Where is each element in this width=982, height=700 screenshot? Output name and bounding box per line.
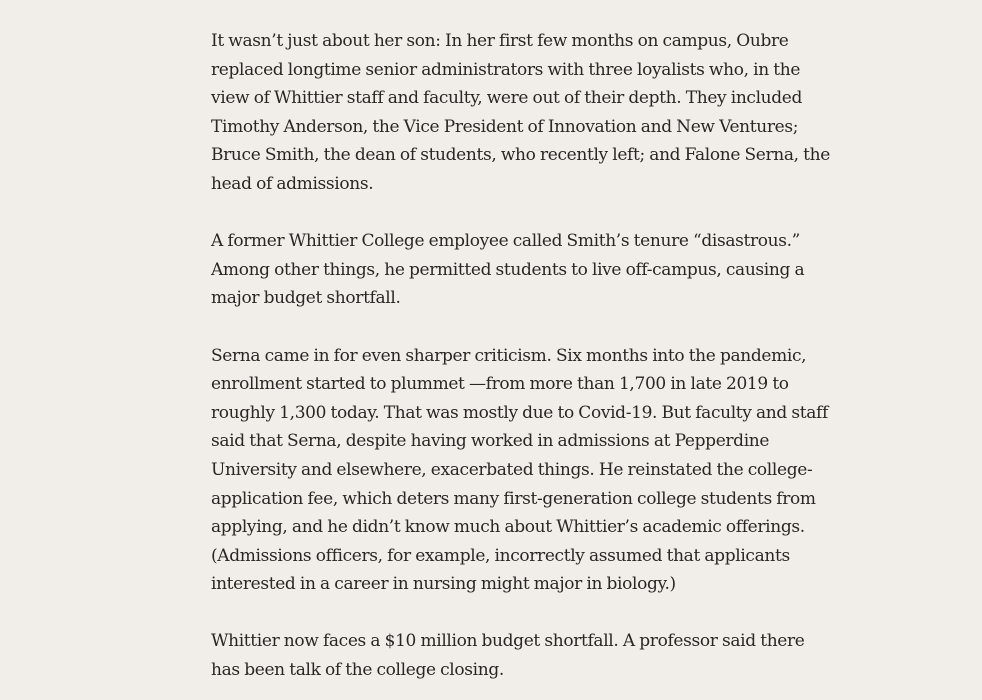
text-line: University and elsewhere, exacerbated things. He reinstated the college- xyxy=(211,459,813,480)
text-line: interested in a career in nursing might major in biology.) xyxy=(211,574,676,595)
text-line: enrollment started to plummet —from more than 1,700 in late 2019 to xyxy=(211,374,789,395)
paragraph-smith-tenure xyxy=(211,227,811,313)
text-line: head of admissions. xyxy=(211,173,374,194)
text-line: It wasn’t just about her son: In her first few months on campus, Oubre xyxy=(211,31,789,51)
text-line: applying, and he didn’t know much about Whittier’s academic offerings. xyxy=(211,517,805,538)
text-line: Whittier now faces a $10 million budget shortfall. A professor said there xyxy=(211,631,805,652)
text-line: A former Whittier College employee called Smith’s tenure “disastrous.” xyxy=(211,231,801,252)
text-line: has been talk of the college closing. xyxy=(211,660,504,681)
text-line: Serna came in for even sharper criticism. Six months into the pandemic, xyxy=(211,345,807,366)
text-line: Among other things, he permitted students to live off-campus, causing a xyxy=(211,259,805,280)
text-line: said that Serna, despite having worked in admissions at Pepperdine xyxy=(211,431,770,452)
text-line: application fee, which deters many first-generation college students from xyxy=(211,488,816,509)
text-line: (Admissions officers, for example, incorrectly assumed that applicants xyxy=(211,545,790,566)
text-line: roughly 1,300 today. That was mostly due to Covid-19. But faculty and staff xyxy=(211,402,828,423)
text-line: replaced longtime senior administrators with three loyalists who, in the xyxy=(211,59,801,80)
text-line: Timothy Anderson, the Vice President of Innovation and New Ventures; xyxy=(211,116,799,137)
text-line: Bruce Smith, the dean of students, who recently left; and Falone Serna, the xyxy=(211,145,830,166)
paragraph-budget-shortfall xyxy=(211,627,811,684)
text-line: major budget shortfall. xyxy=(211,288,401,309)
article-body xyxy=(211,27,830,685)
paragraph-serna-criticism xyxy=(211,342,828,599)
paragraph-oubre-loyalists xyxy=(211,27,830,199)
text-line: view of Whittier staff and faculty, were out of their depth. They included xyxy=(211,88,803,109)
